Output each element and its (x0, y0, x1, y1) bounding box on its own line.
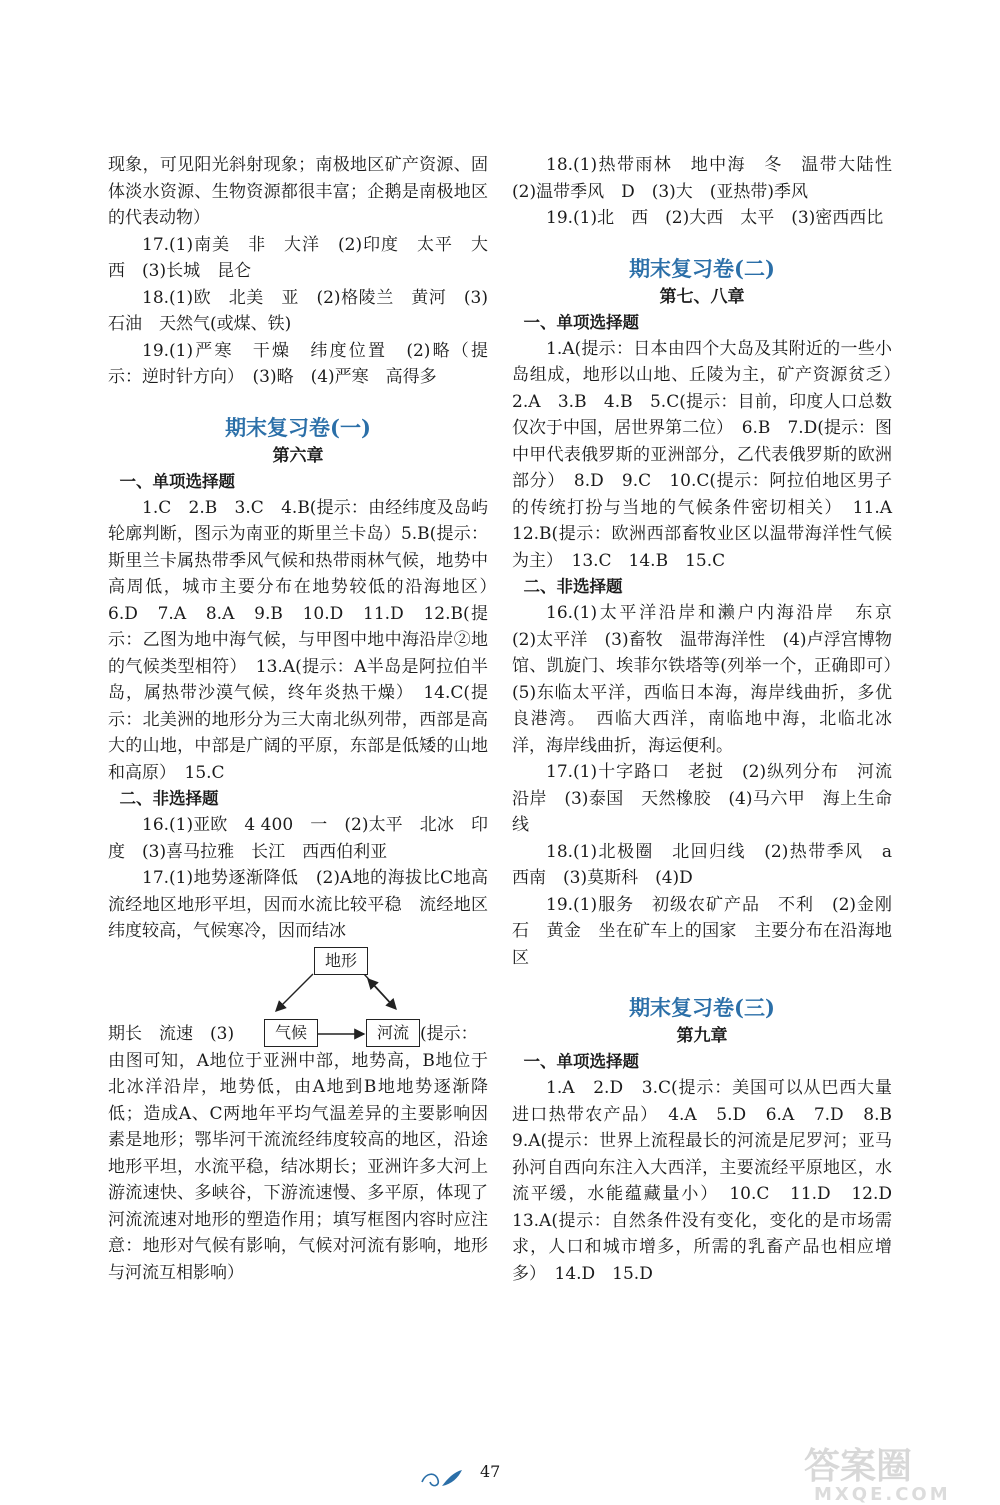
chapter-label: 第七、八章 (659, 286, 745, 307)
arrow-river-to-terrain (368, 979, 392, 1005)
answer-paragraph: 16.(1)太平洋沿岸和濑户内海沿岸 东京 (2)太平洋 (3)畜牧 温带海洋性 (4)卢浮宫博物馆、凯旋门、埃菲尔铁塔等(列举一个，正确即可） (5)东临太平洋，西临日本海，海岸线曲折，多优良港湾。 西临大西洋，南临地中海，北临北冰洋，海岸线曲折，海运便利。 (512, 603, 909, 756)
section-title: 期末复习卷(二) (629, 255, 775, 281)
diagram-box-terrain: 地形 (314, 947, 368, 975)
watermark-logo (800, 1440, 990, 1505)
arrow-terrain-to-climate (276, 974, 313, 1011)
diagram-row (108, 1021, 488, 1048)
subsection-heading: 一、单项选择题 (119, 471, 236, 491)
answer-paragraph: 18.(1)欧 北美 亚 (2)格陵兰 黄河 (3)石油 天然气(或煤、铁) (108, 287, 488, 334)
answer-paragraph: 1.A(提示：日本由四个大岛及其附近的一些小岛组成，地形以山地、丘陵为主，矿产资源贫乏） 2.A 3.B 4.B 5.C(提示：目前，印度人口总数仅次于中国，居世界第二位） 6.B 7.D(提示：图中甲代表俄罗斯的亚洲部分，乙代表俄罗斯的欧洲部分） 8.D 9.C 10.C(提示：阿拉伯地区男子的传统打扮与当地的气候条件密切相关） 11.A 12.B(提示：欧洲西部畜牧业区以温带海洋性气候为主） 13.C 14.B 15.C (512, 338, 909, 571)
subsection-heading: 一、单项选择题 (523, 312, 640, 332)
answer-paragraph: 现象，可见阳光斜射现象；南极地区矿产资源、固体淡水资源、生物资源都很丰富；企鹅是南极地区的代表动物） (108, 155, 488, 228)
right-column (512, 152, 909, 1287)
subsection-heading: 一、单项选择题 (523, 1052, 640, 1071)
subsection-heading: 二、非选择题 (523, 577, 623, 596)
answer-paragraph: 由图可知，A地位于亚洲中部，地势高，B地位于北冰洋沿岸，地势低，由A地到B地地势逐渐降低；造成A、C两地年平均气温差异的主要影响因素是地形；鄂毕河干流流经纬度较高的地区，沿途地形平坦，水流平稳，结冰期长；亚洲许多大河上游流速快、多峡谷，下游流速慢、多平原，体现了河流流速对地形的塑造作用；填写框图内容时应注意：地形对气候有影响，气候对河流有影响，地形与河流互相影响） (108, 1050, 488, 1283)
answer-paragraph: 16.(1)亚欧 4 400 一 (2)太平 北冰 印度 (3)喜马拉雅 长江 西西伯利亚 (108, 815, 488, 862)
page-number: 47 (480, 1462, 501, 1481)
watermark-url: MXQE.COM (814, 1484, 951, 1505)
section-title: 期末复习卷(三) (629, 995, 775, 1020)
chapter-label: 第九章 (676, 1026, 728, 1046)
answer-paragraph: 19.(1)严寒 干燥 纬度位置 (2)略（提示：逆时针方向） (3)略 (4)严寒 高得多 (108, 340, 488, 387)
relation-diagram (108, 945, 488, 1021)
answer-paragraph: 19.(1)服务 初级农矿产品 不利 (2)金刚石 黄金 坐在矿车上的国家 主要分布在沿海地区 (512, 894, 892, 968)
answer-fragment: (提示： (420, 1023, 478, 1044)
subsection-heading: 二、非选择题 (119, 789, 219, 808)
answer-paragraph: 1.C 2.B 3.C 4.B(提示：由经纬度及岛屿轮廓判断，图示为南亚的斯里兰卡岛）5.B(提示：斯里兰卡属热带季风气候和热带雨林气候，地势中高周低，城市主要分布在地势较低的沿海地区） 6.D 7.A 8.A 9.B 10.D 11.D 12.B(提示：乙图为地中海气候，与甲图中地中海沿岸②地的气候类型相符） 13.A(提示：A半岛是阿拉伯半岛，属热带沙漠气候，终年炎热干燥） 14.C(提示：北美洲的地形分为三大南北纵列带，西部是高大的山地，中部是广阔的平原，东部是低矮的山地和高原） 15.C (108, 497, 505, 783)
answer-paragraph: 18.(1)热带雨林 地中海 冬 温带大陆性 (2)温带季风 D (3)大 (亚热带)季风 (512, 155, 909, 202)
chapter-label: 第六章 (272, 445, 324, 466)
swirl-ornament-icon (418, 1468, 468, 1490)
answer-paragraph: 1.A 2.D 3.C(提示：美国可以从巴西大量进口热带农产品） 4.A 5.D 6.A 7.D 8.B 9.A(提示：世界上流程最长的河流是尼罗河；亚马孙河自西向东注入大西洋，主要流经平原地区，水流平缓，水能蕴藏量小） 10.C 11.D 12.D 13.A(提示：自然条件没有变化，变化的是市场需求，人口和城市增多，所需的乳畜产品也相应增多） 14.D 15.D (512, 1078, 909, 1284)
answer-paragraph: 17.(1)地势逐渐降低 (2)A地的海拔比C地高 流经地区地形平坦，因而水流比较平稳 流经地区纬度较高，气候寒冷，因而结冰 (108, 868, 505, 941)
answer-fragment: 期长 流速 (3) (108, 1023, 235, 1044)
answer-paragraph: 17.(1)南美 非 大洋 (2)印度 太平 大西 (3)长城 昆仑 (108, 234, 488, 281)
diagram-box-river: 河流 (366, 1019, 420, 1047)
answer-paragraph: 17.(1)十字路口 老挝 (2)纵列分布 河流沿岸 (3)泰国 天然橡胶 (4)马六甲 海上生命线 (512, 762, 892, 835)
section-title: 期末复习卷(一) (225, 414, 371, 440)
watermark-text: 答案圈 (804, 1446, 913, 1487)
diagram-arrows (108, 945, 488, 1021)
answer-paragraph: 18.(1)北极圈 北回归线 (2)热带季风 a 西南 (3)莫斯科 (4)D (512, 841, 909, 888)
left-column (108, 152, 505, 1286)
diagram-box-climate: 气候 (264, 1019, 318, 1047)
answer-paragraph: 19.(1)北 西 (2)大西 太平 (3)密西西比 (546, 208, 884, 228)
